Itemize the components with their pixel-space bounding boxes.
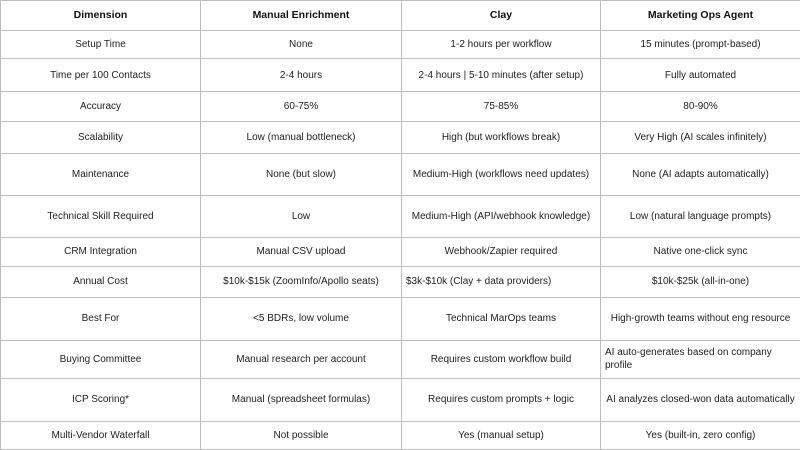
table-row-maintenance: [1, 154, 800, 196]
cell-clay: Medium-High (workflows need updates): [402, 154, 601, 196]
cell-agent: AI analyzes closed-won data automatically: [601, 378, 800, 421]
cell-agent: 15 minutes (prompt-based): [601, 31, 800, 59]
row-label: Buying Committee: [1, 340, 201, 378]
cell-clay: Requires custom workflow build: [402, 340, 601, 378]
header-manual-enrichment: Manual Enrichment: [201, 1, 402, 31]
cell-clay: $3k-$10k (Clay + data providers): [402, 266, 601, 297]
header-dimension: Dimension: [1, 1, 201, 31]
row-label: Scalability: [1, 122, 201, 154]
cell-agent: Native one-click sync: [601, 238, 800, 266]
header-row: [1, 1, 800, 31]
table-row-accuracy: [1, 92, 800, 122]
table-row-time-per-100: [1, 59, 800, 92]
cell-agent: High-growth teams without eng resource: [601, 297, 800, 340]
table-row-icp-scoring: [1, 378, 800, 421]
table-row-setup-time: [1, 31, 800, 59]
row-label: Maintenance: [1, 154, 201, 196]
header-clay: Clay: [402, 1, 601, 31]
row-label: Annual Cost: [1, 266, 201, 297]
table-row-annual-cost: [1, 266, 800, 297]
cell-clay: Medium-High (API/webhook knowledge): [402, 196, 601, 238]
cell-manual: 2-4 hours: [201, 59, 402, 92]
table-row-best-for: [1, 297, 800, 340]
row-label: Accuracy: [1, 92, 201, 122]
cell-manual: Not possible: [201, 421, 402, 449]
header-marketing-ops-agent: Marketing Ops Agent: [601, 1, 800, 31]
row-label: Best For: [1, 297, 201, 340]
cell-agent: AI auto-generates based on company profile: [601, 340, 800, 378]
table-row-buying-committee: [1, 340, 800, 378]
row-label: Setup Time: [1, 31, 201, 59]
row-label: ICP Scoring*: [1, 378, 201, 421]
table-row-scalability: [1, 122, 800, 154]
cell-manual: 60-75%: [201, 92, 402, 122]
cell-clay: Webhook/Zapier required: [402, 238, 601, 266]
table-row-technical-skill: [1, 196, 800, 238]
cell-agent: Low (natural language prompts): [601, 196, 800, 238]
cell-manual: None: [201, 31, 402, 59]
cell-manual: $10k-$15k (ZoomInfo/Apollo seats): [201, 266, 402, 297]
cell-agent: None (AI adapts automatically): [601, 154, 800, 196]
row-label: Time per 100 Contacts: [1, 59, 201, 92]
cell-manual: Manual CSV upload: [201, 238, 402, 266]
cell-agent: Yes (built-in, zero config): [601, 421, 800, 449]
cell-agent: Very High (AI scales infinitely): [601, 122, 800, 154]
cell-agent: 80-90%: [601, 92, 800, 122]
cell-manual: Low (manual bottleneck): [201, 122, 402, 154]
row-label: Technical Skill Required: [1, 196, 201, 238]
table-row-crm-integration: [1, 238, 800, 266]
cell-manual: Manual (spreadsheet formulas): [201, 378, 402, 421]
cell-agent: $10k-$25k (all-in-one): [601, 266, 800, 297]
cell-clay: Requires custom prompts + logic: [402, 378, 601, 421]
row-label: CRM Integration: [1, 238, 201, 266]
cell-clay: High (but workflows break): [402, 122, 601, 154]
cell-manual: Low: [201, 196, 402, 238]
cell-manual: Manual research per account: [201, 340, 402, 378]
cell-manual: None (but slow): [201, 154, 402, 196]
cell-agent: Fully automated: [601, 59, 800, 92]
cell-clay: 2-4 hours | 5-10 minutes (after setup): [402, 59, 601, 92]
cell-clay: 75-85%: [402, 92, 601, 122]
cell-clay: Technical MarOps teams: [402, 297, 601, 340]
table-row-multi-vendor-waterfall: [1, 421, 800, 449]
cell-manual: <5 BDRs, low volume: [201, 297, 402, 340]
cell-clay: 1-2 hours per workflow: [402, 31, 601, 59]
row-label: Multi-Vendor Waterfall: [1, 421, 201, 449]
cell-clay: Yes (manual setup): [402, 421, 601, 449]
